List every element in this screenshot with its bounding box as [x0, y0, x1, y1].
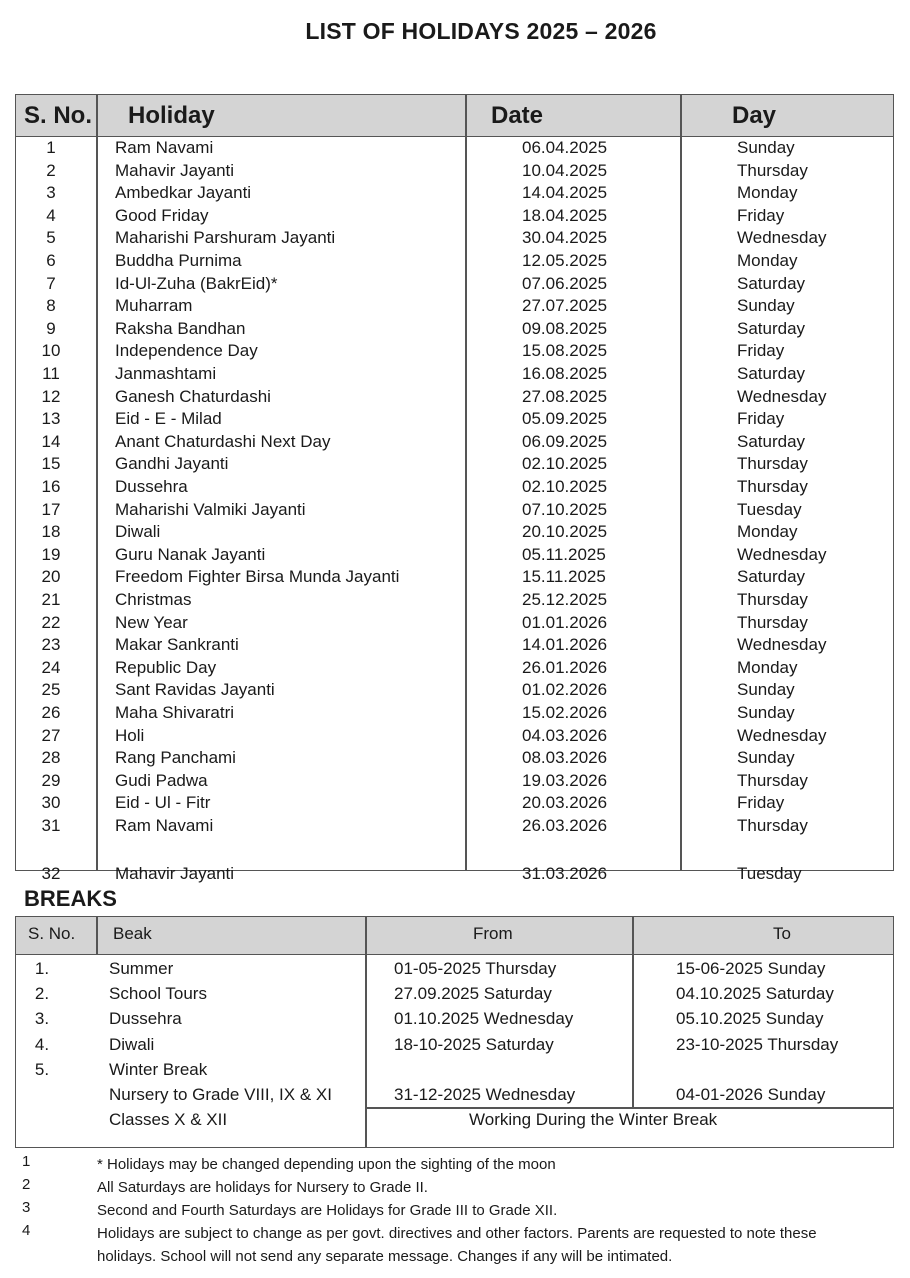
break-sno: 3. — [34, 1009, 50, 1028]
break-name: Classes X & XII — [109, 1110, 228, 1129]
holiday-name: Holi — [115, 726, 145, 745]
holiday-date: 07.10.2025 — [522, 500, 608, 519]
table-row — [16, 161, 893, 183]
table-row — [16, 590, 893, 612]
holiday-day: Saturday — [737, 567, 806, 586]
holiday-sno: 26 — [41, 703, 61, 722]
break-from: 01.10.2025 Wednesday — [394, 1009, 574, 1028]
holiday-name: Diwali — [115, 522, 161, 541]
holiday-date: 27.08.2025 — [522, 387, 608, 406]
holiday-date: 06.09.2025 — [522, 432, 608, 451]
break-to: 05.10.2025 Sunday — [676, 1009, 824, 1028]
holiday-date: 01.01.2026 — [522, 613, 608, 632]
holiday-date: 18.04.2025 — [522, 206, 608, 225]
break-sno: 2. — [34, 984, 50, 1003]
holiday-day: Thursday — [737, 454, 808, 473]
holiday-day: Thursday — [737, 613, 808, 632]
holiday-name: Mahavir Jayanti — [115, 864, 235, 883]
holiday-sno: 3 — [46, 183, 56, 202]
header-to: To — [773, 924, 791, 943]
holiday-sno: 13 — [41, 409, 61, 428]
holiday-sno: 11 — [42, 364, 60, 383]
holiday-date: 31.03.2026 — [522, 864, 608, 883]
holiday-day: Thursday — [737, 816, 808, 835]
table-row — [16, 1009, 893, 1033]
table-row — [16, 726, 893, 748]
footnote-text: * Holidays may be changed depending upon the sighting of the moon — [97, 1156, 556, 1173]
table-row — [16, 680, 893, 702]
holiday-name: Anant Chaturdashi Next Day — [115, 432, 331, 451]
holiday-day: Saturday — [737, 432, 806, 451]
footnote-text: All Saturdays are holidays for Nursery to Grade II. — [97, 1179, 428, 1196]
header-day: Day — [732, 102, 777, 129]
holiday-name: Independence Day — [115, 341, 258, 360]
header-sno: S. No. — [24, 102, 93, 129]
holiday-sno: 7 — [46, 274, 56, 293]
table-row — [16, 545, 893, 567]
holiday-day: Sunday — [737, 296, 795, 315]
holiday-sno: 27 — [41, 726, 61, 745]
holiday-name: Good Friday — [115, 206, 209, 225]
table-row — [16, 864, 893, 886]
holiday-day: Sunday — [737, 138, 795, 157]
table-row — [16, 959, 893, 983]
holiday-day: Wednesday — [737, 726, 827, 745]
break-to: 23-10-2025 Thursday — [676, 1035, 839, 1054]
holiday-day: Thursday — [737, 771, 808, 790]
header-break: Beak — [113, 924, 152, 943]
holiday-date: 14.01.2026 — [522, 635, 608, 654]
table-row — [16, 477, 893, 499]
holiday-sno: 29 — [41, 771, 61, 790]
breaks-title: BREAKS — [24, 886, 117, 911]
table-row — [16, 274, 893, 296]
table-row — [16, 296, 893, 318]
holiday-name: Mahavir Jayanti — [115, 161, 235, 180]
table-row — [16, 341, 893, 363]
break-sno: 1. — [34, 959, 50, 978]
holiday-name: Maharishi Valmiki Jayanti — [115, 500, 306, 519]
table-row — [16, 500, 893, 522]
holiday-day: Thursday — [737, 590, 808, 609]
footnote-number: 4 — [22, 1222, 31, 1239]
break-sno: 5. — [34, 1060, 50, 1079]
holiday-sno: 5 — [46, 228, 56, 247]
holiday-name: Ram Navami — [115, 138, 214, 157]
table-row — [16, 251, 893, 273]
holiday-day: Wednesday — [737, 545, 827, 564]
table-row — [16, 703, 893, 725]
holiday-sno: 23 — [41, 635, 61, 654]
holiday-sno: 25 — [41, 680, 61, 699]
holiday-date: 01.02.2026 — [522, 680, 608, 699]
holiday-name: Makar Sankranti — [115, 635, 239, 654]
table-row — [16, 771, 893, 793]
holiday-day: Saturday — [737, 364, 806, 383]
break-from: 01-05-2025 Thursday — [394, 959, 557, 978]
holiday-day: Monday — [737, 251, 798, 270]
break-name: School Tours — [109, 984, 207, 1003]
holiday-date: 30.04.2025 — [522, 228, 608, 247]
table-row — [16, 522, 893, 544]
holiday-sno: 28 — [41, 748, 61, 767]
holiday-sno: 6 — [46, 251, 56, 270]
holiday-date: 16.08.2025 — [522, 364, 608, 383]
holiday-day: Saturday — [737, 274, 806, 293]
holiday-sno: 20 — [41, 567, 61, 586]
holiday-day: Wednesday — [737, 635, 827, 654]
holiday-name: Maharishi Parshuram Jayanti — [115, 228, 336, 247]
holiday-date: 15.02.2026 — [522, 703, 608, 722]
holiday-date: 06.04.2025 — [522, 138, 608, 157]
holiday-day: Sunday — [737, 748, 795, 767]
break-from: 27.09.2025 Saturday — [394, 984, 552, 1003]
holiday-date: 05.09.2025 — [522, 409, 608, 428]
break-name: Diwali — [109, 1035, 155, 1054]
holiday-day: Saturday — [737, 319, 806, 338]
table-row — [16, 635, 893, 657]
holiday-date: 15.11.2025 — [522, 567, 606, 586]
holiday-name: Ambedkar Jayanti — [115, 183, 252, 202]
table-row — [16, 1085, 893, 1109]
holiday-name: Freedom Fighter Birsa Munda Jayanti — [115, 567, 400, 586]
table-row — [16, 748, 893, 770]
holiday-sno: 2 — [46, 161, 56, 180]
holiday-sno: 31 — [41, 816, 61, 835]
table-row — [16, 432, 893, 454]
holidays-table-header — [16, 95, 893, 137]
holiday-sno: 9 — [46, 319, 56, 338]
holiday-date: 14.04.2025 — [522, 183, 608, 202]
break-from: 31-12-2025 Wednesday — [394, 1085, 576, 1104]
holiday-sno: 21 — [41, 590, 61, 609]
holiday-date: 19.03.2026 — [522, 771, 608, 790]
holiday-day: Tuesday — [737, 864, 802, 883]
holiday-name: Ram Navami — [115, 816, 214, 835]
holiday-name: Eid - Ul - Fitr — [115, 793, 211, 812]
holiday-date: 02.10.2025 — [522, 477, 608, 496]
header-holiday: Holiday — [128, 102, 215, 129]
holiday-name: Buddha Purnima — [115, 251, 242, 270]
holiday-sno: 1 — [46, 138, 56, 157]
table-row — [16, 364, 893, 386]
holiday-day: Friday — [737, 341, 785, 360]
holiday-sno: 24 — [41, 658, 61, 677]
break-name: Winter Break — [109, 1060, 208, 1079]
holiday-sno: 4 — [46, 206, 56, 225]
holiday-name: New Year — [115, 613, 188, 632]
footnote-text: Second and Fourth Saturdays are Holidays for Grade III to Grade XII. — [97, 1202, 558, 1219]
holidays-table — [15, 94, 894, 883]
holiday-sno: 30 — [41, 793, 61, 812]
table-row — [16, 319, 893, 341]
holiday-name: Sant Ravidas Jayanti — [115, 680, 275, 699]
table-row — [16, 1035, 893, 1059]
breaks-table-header — [16, 917, 893, 955]
holiday-name: Id-Ul-Zuha (BakrEid)* — [115, 274, 278, 293]
holiday-name: Raksha Bandhan — [115, 319, 246, 338]
holiday-date: 26.01.2026 — [522, 658, 608, 677]
holiday-name: Dussehra — [115, 477, 188, 496]
holiday-day: Monday — [737, 522, 798, 541]
holiday-name: Guru Nanak Jayanti — [115, 545, 266, 564]
table-row — [16, 658, 893, 680]
holiday-name: Muharram — [115, 296, 193, 315]
holiday-date: 07.06.2025 — [522, 274, 608, 293]
holiday-name: Christmas — [115, 590, 192, 609]
holiday-date: 09.08.2025 — [522, 319, 608, 338]
table-row — [16, 138, 893, 160]
break-to: 15-06-2025 Sunday — [676, 959, 826, 978]
table-row — [16, 984, 893, 1008]
break-to: 04-01-2026 Sunday — [676, 1085, 826, 1104]
break-name: Nursery to Grade VIII, IX & XI — [109, 1085, 332, 1104]
holiday-name: Maha Shivaratri — [115, 703, 235, 722]
holiday-date: 04.03.2026 — [522, 726, 608, 745]
holiday-date: 12.05.2025 — [522, 251, 608, 270]
holiday-sno: 17 — [41, 500, 61, 519]
holiday-name: Gandhi Jayanti — [115, 454, 229, 473]
holiday-sno: 14 — [41, 432, 61, 451]
holiday-day: Monday — [737, 658, 798, 677]
holiday-sno: 8 — [46, 296, 56, 315]
holiday-date: 20.10.2025 — [522, 522, 608, 541]
holiday-day: Sunday — [737, 703, 795, 722]
table-row — [16, 183, 893, 205]
holiday-sno: 12 — [41, 387, 61, 406]
holiday-name: Eid - E - Milad — [115, 409, 222, 428]
table-row — [16, 567, 893, 589]
holiday-name: Rang Panchami — [115, 748, 236, 767]
table-row — [16, 206, 893, 228]
table-row — [16, 1060, 893, 1084]
footnote-text: Holidays are subject to change as per govt. directives and other factors. Parents are requested to note these holidays. School will not send any separate message. Changes if any will be intimated. — [97, 1225, 817, 1265]
holiday-date: 08.03.2026 — [522, 748, 608, 767]
break-from: 18-10-2025 Saturday — [394, 1035, 554, 1054]
holiday-day: Friday — [737, 793, 785, 812]
table-row — [16, 793, 893, 815]
holiday-sno: 19 — [41, 545, 61, 564]
holiday-name: Republic Day — [115, 658, 217, 677]
holiday-name: Ganesh Chaturdashi — [115, 387, 271, 406]
holiday-day: Monday — [737, 183, 798, 202]
table-row — [16, 387, 893, 409]
holiday-day: Thursday — [737, 477, 808, 496]
holiday-day: Friday — [737, 206, 785, 225]
holiday-sno: 15 — [41, 454, 61, 473]
header-from: From — [473, 924, 513, 943]
break-name: Dussehra — [109, 1009, 182, 1028]
break-name: Summer — [109, 959, 174, 978]
table-row — [16, 228, 893, 250]
holiday-day: Thursday — [737, 161, 808, 180]
footnote-number: 1 — [22, 1153, 31, 1170]
holiday-name: Gudi Padwa — [115, 771, 208, 790]
holiday-name: Janmashtami — [115, 364, 217, 383]
holiday-sno: 10 — [41, 341, 61, 360]
break-note: Working During the Winter Break — [469, 1110, 718, 1129]
holiday-day: Wednesday — [737, 228, 827, 247]
header-sno: S. No. — [28, 924, 76, 943]
table-row — [16, 409, 893, 431]
break-to: 04.10.2025 Saturday — [676, 984, 834, 1003]
breaks-table — [15, 916, 894, 1148]
holiday-sno: 32 — [41, 864, 61, 883]
holiday-date: 05.11.2025 — [522, 545, 606, 564]
holiday-day: Wednesday — [737, 387, 827, 406]
footnote-number: 3 — [22, 1199, 31, 1216]
holiday-date: 26.03.2026 — [522, 816, 608, 835]
header-date: Date — [491, 102, 544, 129]
holiday-day: Sunday — [737, 680, 795, 699]
holiday-date: 15.08.2025 — [522, 341, 608, 360]
footnote-number: 2 — [22, 1176, 31, 1193]
holiday-date: 27.07.2025 — [522, 296, 608, 315]
holiday-sno: 18 — [41, 522, 61, 541]
break-sno: 4. — [34, 1035, 50, 1054]
table-row — [16, 613, 893, 635]
holiday-sno: 22 — [41, 613, 61, 632]
holiday-date: 20.03.2026 — [522, 793, 608, 812]
holiday-date: 10.04.2025 — [522, 161, 608, 180]
holiday-day: Tuesday — [737, 500, 802, 519]
holiday-date: 25.12.2025 — [522, 590, 608, 609]
column-divider — [96, 917, 98, 954]
table-row — [16, 454, 893, 476]
holiday-day: Friday — [737, 409, 785, 428]
table-row — [16, 816, 893, 838]
table-row — [16, 1110, 893, 1134]
page-title: LIST OF HOLIDAYS 2025 – 2026 — [305, 18, 657, 44]
holiday-sno: 16 — [41, 477, 61, 496]
holiday-date: 02.10.2025 — [522, 454, 608, 473]
